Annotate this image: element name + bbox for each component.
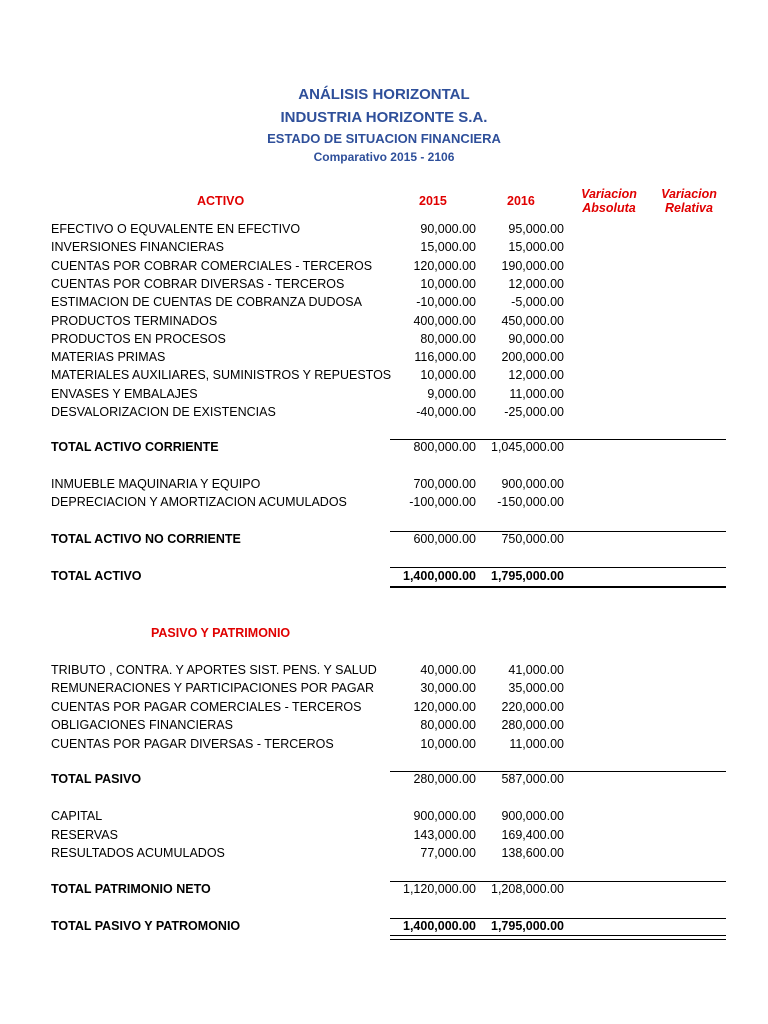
table-row: EFECTIVO O EQUVALENTE EN EFECTIVO 90,000.00 95,000.00 (51, 222, 564, 236)
table-row: MATERIAS PRIMAS 116,000.00 200,000.00 (51, 350, 564, 365)
col-2016-header: 2016 (507, 194, 535, 208)
table-row: CUENTAS POR COBRAR COMERCIALES - TERCEROS 120,000.00 190,000.00 (51, 258, 564, 273)
col-variacion-absoluta-header: Variacion Absoluta (581, 187, 637, 215)
table-row: RESERVAS 143,000.00 169,400.00 (51, 827, 564, 842)
total-pasivo-patrimonio-row: TOTAL PASIVO Y PATROMONIO 1,400,000.00 1,795,000.00 (51, 919, 564, 933)
table-row: CUENTAS POR PAGAR COMERCIALES - TERCEROS 120,000.00 220,000.00 (51, 699, 564, 714)
company-name: INDUSTRIA HORIZONTE S.A. (280, 109, 488, 126)
double-underline (390, 935, 726, 940)
period-label: Comparativo 2015 - 2106 (313, 150, 455, 164)
table-row: INVERSIONES FINANCIERAS 15,000.00 15,000.00 (51, 240, 564, 255)
total-patrimonio-row: TOTAL PATRIMONIO NETO 1,120,000.00 1,208,000.00 (51, 882, 564, 896)
table-row: OBLIGACIONES FINANCIERAS 80,000.00 280,000.00 (51, 718, 564, 733)
total-pasivo-row: TOTAL PASIVO 280,000.00 587,000.00 (51, 772, 564, 786)
table-row: REMUNERACIONES Y PARTICIPACIONES POR PAGAR 30,000.00 35,000.00 (51, 681, 564, 696)
table-row: PRODUCTOS EN PROCESOS 80,000.00 90,000.00 (51, 331, 564, 346)
statement-title: ESTADO DE SITUACION FINANCIERA (267, 131, 501, 146)
table-row: DESVALORIZACION DE EXISTENCIAS -40,000.00 -25,000.00 (51, 405, 564, 419)
table-row: CAPITAL 900,000.00 900,000.00 (51, 809, 564, 823)
table-row: TRIBUTO , CONTRA. Y APORTES SIST. PENS. Y SALUD 40,000.00 41,000.00 (51, 663, 564, 677)
table-row: ENVASES Y EMBALAJES 9,000.00 11,000.00 (51, 386, 564, 401)
table-row: ESTIMACION DE CUENTAS DE COBRANZA DUDOSA -10,000.00 -5,000.00 (51, 295, 564, 310)
table-row: DEPRECIACION Y AMORTIZACION ACUMULADOS -100,000.00 -150,000.00 (51, 495, 564, 509)
activo-heading: ACTIVO (197, 194, 245, 208)
table-row: RESULTADOS ACUMULADOS 77,000.00 138,600.00 (51, 846, 564, 860)
table-row: CUENTAS POR COBRAR DIVERSAS - TERCEROS 10,000.00 12,000.00 (51, 276, 564, 291)
total-activo-row: TOTAL ACTIVO 1,400,000.00 1,795,000.00 (51, 569, 564, 583)
table-row: CUENTAS POR PAGAR DIVERSAS - TERCEROS 10,000.00 11,000.00 (51, 736, 564, 751)
table-row: INMUEBLE MAQUINARIA Y EQUIPO 700,000.00 900,000.00 (51, 477, 564, 491)
col-2015-header: 2015 (419, 194, 447, 208)
divider-line (390, 567, 726, 568)
total-activo-corriente-row: TOTAL ACTIVO CORRIENTE 800,000.00 1,045,000.00 (51, 440, 564, 454)
col-variacion-relativa-header: Variacion Relativa (661, 187, 717, 215)
pasivo-patrimonio-heading: PASIVO Y PATRIMONIO (151, 626, 291, 640)
page-title: ANÁLISIS HORIZONTAL (298, 86, 470, 103)
total-underline (390, 586, 726, 588)
table-row: MATERIALES AUXILIARES, SUMINISTROS Y REPUESTOS 10,000.00 12,000.00 (51, 368, 564, 383)
table-row: PRODUCTOS TERMINADOS 400,000.00 450,000.00 (51, 313, 564, 328)
total-activo-no-corriente-row: TOTAL ACTIVO NO CORRIENTE 600,000.00 750,000.00 (51, 532, 564, 546)
